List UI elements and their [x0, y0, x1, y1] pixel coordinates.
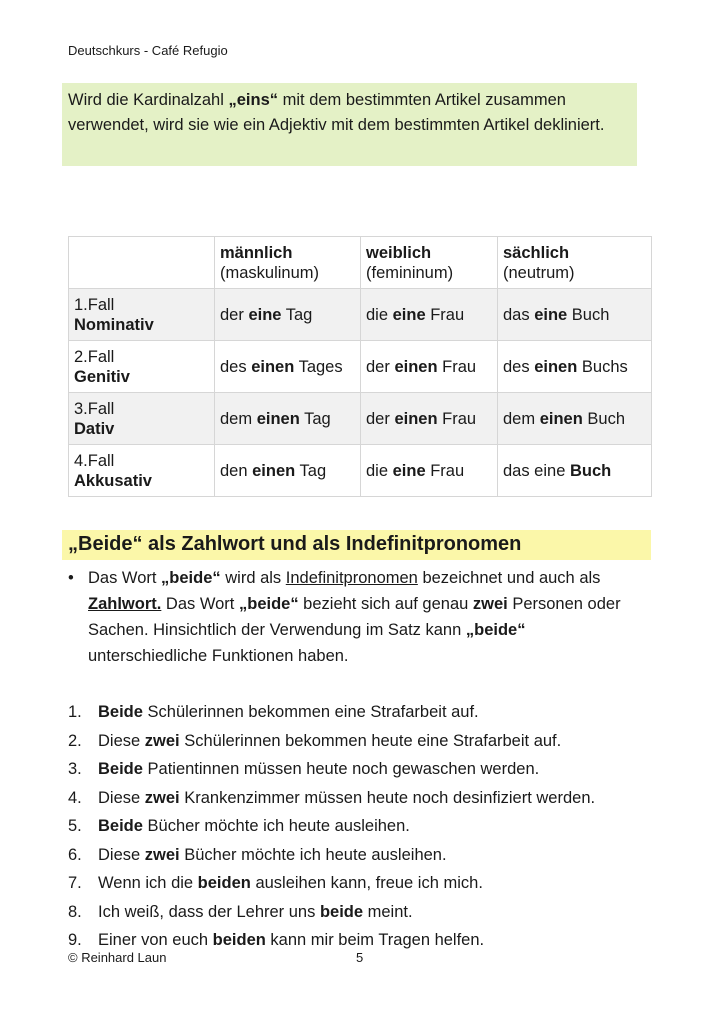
item-number: 9. [68, 931, 82, 949]
list-item [68, 898, 668, 927]
header-cell-feminine [361, 237, 498, 289]
form-noun: Frau [437, 357, 477, 376]
intro-bold-eins: „eins“ [228, 91, 279, 109]
form-noun: Buch [582, 409, 625, 428]
header-cell-neuter [498, 237, 652, 289]
bullet-bold: zwei [472, 595, 508, 613]
bullet-bold: „beide“ [238, 595, 299, 613]
form-cell [215, 289, 361, 341]
item-number: 3. [68, 760, 82, 778]
table-row-akkusativ [69, 445, 652, 497]
form-numeral: Buch [569, 461, 612, 480]
table-header-row [69, 237, 652, 289]
item-text: Wenn ich die beiden ausleihen kann, freue ich mich. [98, 874, 483, 892]
form-cell [498, 341, 652, 393]
header-corner-cell [69, 237, 215, 289]
bullet-bold: „beide“ [161, 569, 221, 587]
list-item [68, 727, 668, 756]
case-cell [69, 289, 215, 341]
list-item [68, 755, 668, 784]
item-text: Diese zwei Bücher möchte ich heute ausleihen. [98, 845, 447, 864]
form-noun: Tag [281, 305, 313, 324]
form-article: das eine [503, 461, 570, 480]
form-noun: Frau [437, 409, 477, 428]
item-number: 5. [68, 817, 82, 835]
intro-text-1: Wird die Kardinalzahl [68, 91, 229, 109]
form-numeral: einen [251, 357, 295, 376]
header-title: sächlich [503, 243, 570, 262]
case-cell [69, 393, 215, 445]
form-noun: Frau [425, 305, 465, 324]
case-name: Dativ [74, 419, 115, 438]
form-cell [215, 341, 361, 393]
form-cell [361, 445, 498, 497]
form-numeral: einen [256, 409, 300, 428]
item-text: Beide Patientinnen müssen heute noch gewaschen werden. [98, 760, 540, 778]
item-text: Einer von euch beiden kann mir beim Tragen helfen. [98, 931, 485, 949]
header-sub: (maskulinum) [220, 263, 320, 282]
intro-text-2: mit dem bestimmten Artikel zusammen verwendet, wird sie wie ein Adjektiv mit dem bestimmten Artikel dekliniert. [68, 91, 605, 134]
item-number: 8. [68, 902, 82, 921]
form-article: dem [503, 409, 540, 428]
bullet-paragraph [68, 565, 648, 669]
list-item [68, 841, 668, 870]
list-item [68, 869, 668, 898]
bullet-part: Personen oder Sachen. Hinsichtlich der Verwendung im Satz kann [88, 595, 621, 639]
form-numeral: eine [392, 305, 426, 324]
bullet-part: unterschiedliche Funktionen haben. [88, 647, 349, 665]
form-article: die [366, 461, 393, 480]
bullet-part: Das Wort [161, 595, 239, 613]
form-numeral: eine [534, 305, 568, 324]
form-cell [361, 341, 498, 393]
page-header: Deutschkurs - Café Refugio [68, 43, 228, 58]
form-noun: Frau [425, 461, 465, 480]
page-number: 5 [356, 950, 364, 965]
table-row-dativ [69, 393, 652, 445]
header-sub: (femininum) [366, 263, 454, 282]
case-cell [69, 445, 215, 497]
form-article: das [503, 305, 535, 324]
form-numeral: einen [394, 357, 438, 376]
form-cell [215, 393, 361, 445]
item-text: Diese zwei Krankenzimmer müssen heute noch desinfiziert werden. [98, 788, 596, 807]
item-number: 2. [68, 731, 82, 750]
bullet-bold: „beide“ [465, 621, 526, 639]
form-article: der [366, 357, 395, 376]
case-number: 3.Fall [74, 399, 115, 418]
form-article: des [220, 357, 252, 376]
item-text: Beide Bücher möchte ich heute ausleihen. [98, 817, 410, 835]
form-numeral: einen [252, 461, 296, 480]
item-text: Ich weiß, dass der Lehrer uns beide meint. [98, 902, 413, 921]
form-cell [498, 393, 652, 445]
form-numeral: eine [248, 305, 282, 324]
form-numeral: einen [534, 357, 578, 376]
form-numeral: einen [394, 409, 438, 428]
item-text: Diese zwei Schülerinnen bekommen heute eine Strafarbeit auf. [98, 731, 562, 750]
header-sub: (neutrum) [503, 263, 575, 282]
declension-table [68, 236, 652, 497]
form-article: der [366, 409, 395, 428]
form-noun: Tages [294, 357, 343, 376]
bullet-part: bezieht sich auf genau [298, 595, 473, 613]
case-name: Nominativ [74, 315, 154, 334]
item-number: 4. [68, 788, 82, 807]
case-number: 1.Fall [74, 295, 115, 314]
form-noun: Tag [295, 461, 327, 480]
form-noun: Buch [567, 305, 610, 324]
footer-author: © Reinhard Laun [68, 950, 167, 965]
form-article: dem [220, 409, 257, 428]
form-article: die [366, 305, 393, 324]
form-article: der [220, 305, 249, 324]
item-number: 1. [68, 703, 82, 721]
header-cell-masculine [215, 237, 361, 289]
case-cell [69, 341, 215, 393]
item-number: 7. [68, 874, 82, 892]
list-item [68, 784, 668, 813]
list-item [68, 698, 668, 727]
list-item [68, 812, 668, 841]
form-noun: Buchs [577, 357, 628, 376]
section-heading: „Beide“ als Zahlwort und als Indefinitpronomen [62, 530, 651, 560]
form-cell [215, 445, 361, 497]
bullet-bold-underlined: Zahlwort. [88, 595, 162, 613]
form-cell [361, 393, 498, 445]
example-list [68, 698, 668, 955]
form-cell [361, 289, 498, 341]
form-numeral: einen [539, 409, 583, 428]
form-numeral: eine [392, 461, 426, 480]
bullet-underlined: Indefinitpronomen [285, 569, 418, 587]
item-text: Beide Schülerinnen bekommen eine Strafarbeit auf. [98, 703, 479, 721]
table-row-genitiv [69, 341, 652, 393]
form-noun: Tag [299, 409, 331, 428]
form-article: des [503, 357, 535, 376]
bullet-part: bezeichnet und auch als [417, 569, 601, 587]
form-cell [498, 445, 652, 497]
case-number: 2.Fall [74, 347, 115, 366]
bullet-dot-icon: • [68, 569, 74, 587]
bullet-part: wird als [220, 569, 286, 587]
item-number: 6. [68, 845, 82, 864]
form-cell [498, 289, 652, 341]
case-name: Akkusativ [74, 471, 152, 490]
bullet-part: Das Wort [88, 569, 162, 587]
intro-box [62, 83, 637, 166]
case-number: 4.Fall [74, 451, 115, 470]
form-article: den [220, 461, 253, 480]
bullet-text [88, 565, 648, 669]
table-row-nominativ [69, 289, 652, 341]
case-name: Genitiv [74, 367, 130, 386]
header-title: männlich [220, 243, 293, 262]
header-title: weiblich [366, 243, 432, 262]
